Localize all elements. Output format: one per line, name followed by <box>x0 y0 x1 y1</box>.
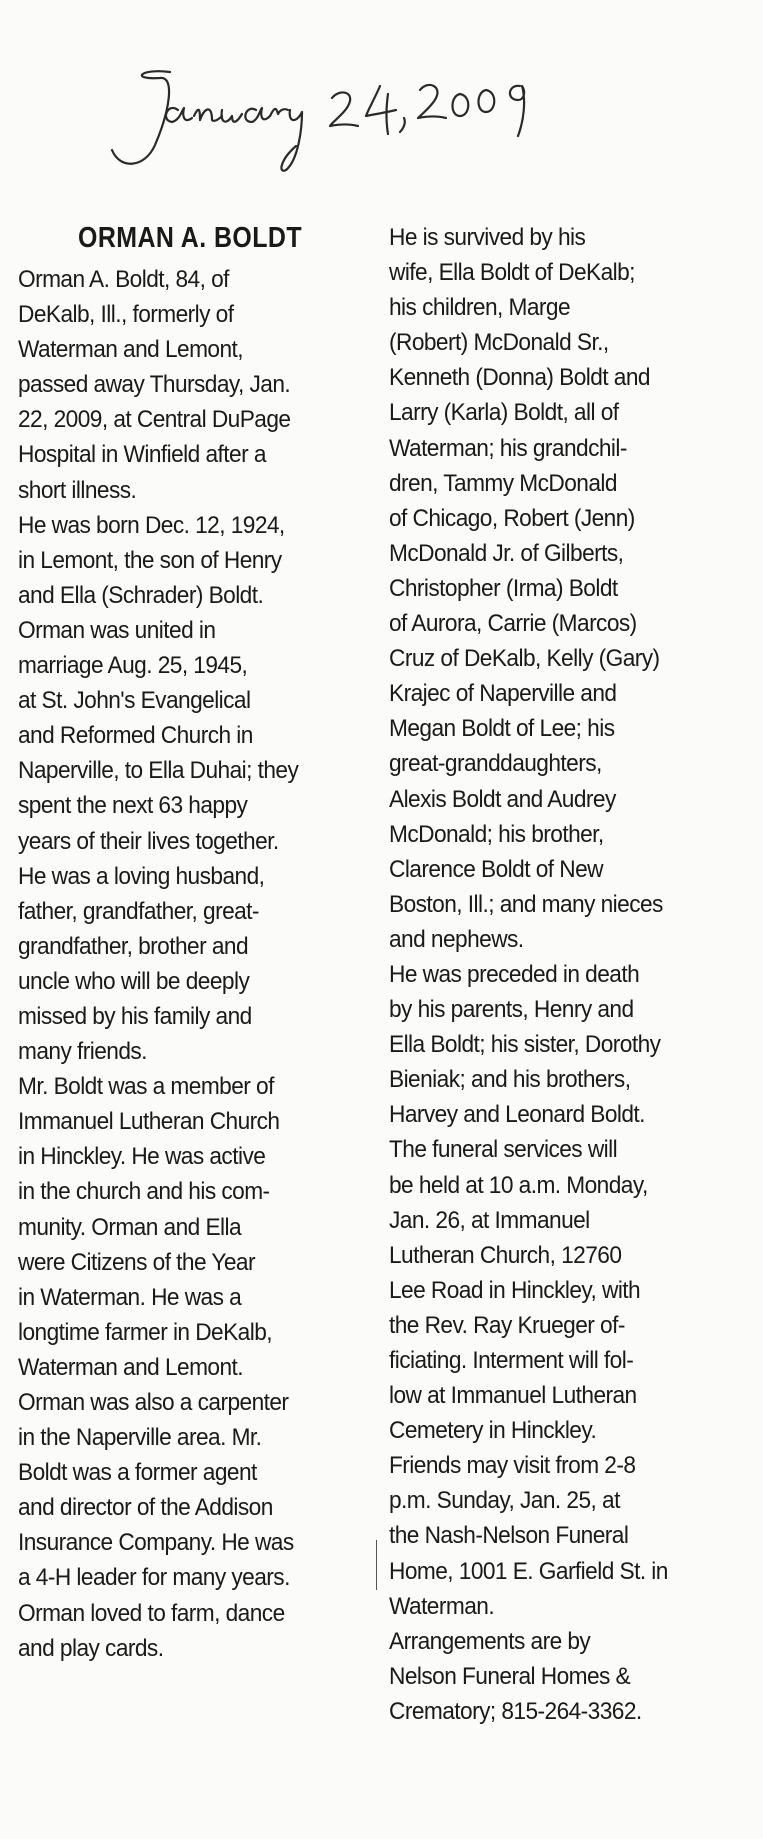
text-line: of Aurora, Carrie (Marcos) <box>389 610 637 638</box>
text-line: and Ella (Schrader) Boldt. <box>18 581 264 609</box>
text-line: Krajec of Naperville and <box>389 680 617 708</box>
text-line: the Rev. Ray Krueger of- <box>389 1311 625 1339</box>
text-line: in Hinckley. He was active <box>18 1143 266 1171</box>
text-line: Jan. 26, at Immanuel <box>389 1206 590 1234</box>
text-line: dren, Tammy McDonald <box>389 469 617 497</box>
right-column <box>389 220 761 1729</box>
text-line: (Robert) McDonald Sr., <box>389 329 609 357</box>
text-line: He was a loving husband, <box>18 862 265 890</box>
obituary-paragraph <box>18 508 390 613</box>
text-line: many friends. <box>18 1038 147 1066</box>
handwritten-date-signature <box>100 50 540 180</box>
text-line: Bieniak; and his brothers, <box>389 1066 631 1094</box>
text-line: He was preceded in death <box>389 960 640 988</box>
text-line: Waterman; his grandchil- <box>389 434 627 462</box>
obituary-headline: ORMAN A. BOLDT <box>78 222 302 254</box>
text-line: Orman A. Boldt, 84, of <box>18 266 229 293</box>
text-line: Waterman. <box>389 1592 495 1620</box>
text-line: passed away Thursday, Jan. <box>18 371 291 399</box>
obituary-paragraph <box>389 1132 761 1623</box>
text-line: DeKalb, Ill., formerly of <box>18 301 234 329</box>
text-line: missed by his family and <box>18 1002 252 1030</box>
text-line: Lutheran Church, 12760 <box>389 1241 622 1269</box>
text-line: McDonald Jr. of Gilberts, <box>389 539 624 567</box>
text-line: the Nash-Nelson Funeral <box>389 1522 629 1550</box>
text-line: a 4-H leader for many years. <box>18 1564 290 1592</box>
text-line: his children, Marge <box>389 294 571 322</box>
text-line: of Chicago, Robert (Jenn) <box>389 504 635 532</box>
text-line: wife, Ella Boldt of DeKalb; <box>389 259 635 287</box>
text-line: and play cards. <box>18 1634 164 1662</box>
text-line: Christopher (Irma) Boldt <box>389 574 618 602</box>
text-line: Megan Boldt of Lee; his <box>389 715 615 743</box>
text-line: 22, 2009, at Central DuPage <box>18 406 291 434</box>
text-line: were Citizens of the Year <box>18 1248 255 1276</box>
text-line: ficiating. Interment will fol- <box>389 1347 634 1374</box>
text-line: Waterman and Lemont, <box>18 336 244 364</box>
text-line: munity. Orman and Ella <box>18 1213 242 1241</box>
obituary-paragraph <box>389 957 761 1132</box>
text-line: Friends may visit from 2-8 <box>389 1452 636 1480</box>
obituary-paragraph <box>389 1624 761 1729</box>
text-line: Cruz of DeKalb, Kelly (Gary) <box>389 645 660 673</box>
text-line: Boston, Ill.; and many nieces <box>389 890 663 918</box>
text-line: Ella Boldt; his sister, Dorothy <box>389 1031 661 1059</box>
text-line: and director of the Addison <box>18 1494 273 1522</box>
text-line: Arrangements are by <box>389 1627 591 1655</box>
text-line: in the Naperville area. Mr. <box>18 1424 262 1452</box>
text-line: father, grandfather, great- <box>18 897 259 925</box>
text-line: Alexis Boldt and Audrey <box>389 785 616 813</box>
text-line: Orman loved to farm, dance <box>18 1599 285 1627</box>
text-line: and nephews. <box>389 925 524 953</box>
text-line: Lee Road in Hinckley, with <box>389 1276 641 1304</box>
text-line: Larry (Karla) Boldt, all of <box>389 399 619 427</box>
obituary-paragraph <box>18 613 390 1069</box>
text-line: Immanuel Lutheran Church <box>18 1108 280 1136</box>
text-line: Orman was united in <box>18 616 216 644</box>
text-line: Kenneth (Donna) Boldt and <box>389 364 650 392</box>
text-line: longtime farmer in DeKalb, <box>18 1318 273 1346</box>
text-line: Cemetery in Hinckley. <box>389 1417 597 1445</box>
obituary-paragraph <box>18 262 390 508</box>
text-line: Naperville, to Ella Duhai; they <box>18 757 299 785</box>
obituary-paragraph <box>18 1069 390 1666</box>
text-line: in the church and his com- <box>18 1178 270 1206</box>
text-line: grandfather, brother and <box>18 932 249 960</box>
text-line: years of their lives together. <box>18 827 279 855</box>
text-line: great-granddaughters, <box>389 750 602 778</box>
text-line: Harvey and Leonard Boldt. <box>389 1101 645 1129</box>
column-divider-mark <box>376 1540 377 1590</box>
obituary-paragraph <box>389 220 761 957</box>
text-line: low at Immanuel Lutheran <box>389 1382 637 1410</box>
text-line: Boldt was a former agent <box>18 1459 257 1487</box>
text-line: Nelson Funeral Homes & <box>389 1662 631 1690</box>
text-line: p.m. Sunday, Jan. 25, at <box>389 1487 620 1515</box>
text-line: Waterman and Lemont. <box>18 1353 244 1381</box>
text-line: by his parents, Henry and <box>389 996 634 1024</box>
text-line: The funeral services will <box>389 1136 618 1164</box>
text-line: Orman was also a carpenter <box>18 1389 289 1416</box>
text-line: Crematory; 815-264-3362. <box>389 1697 642 1725</box>
text-line: in Lemont, the son of Henry <box>18 546 282 574</box>
text-line: Clarence Boldt of New <box>389 855 603 883</box>
text-line: Hospital in Winfield after a <box>18 441 266 469</box>
text-line: He was born Dec. 12, 1924, <box>18 511 285 539</box>
text-line: Insurance Company. He was <box>18 1529 294 1557</box>
text-line: He is survived by his <box>389 224 586 251</box>
handwritten-date-text <box>540 50 541 51</box>
text-line: be held at 10 a.m. Monday, <box>389 1171 648 1199</box>
text-line: marriage Aug. 25, 1945, <box>18 652 248 680</box>
text-line: in Waterman. He was a <box>18 1283 242 1311</box>
text-line: and Reformed Church in <box>18 722 253 750</box>
text-line: Mr. Boldt was a member of <box>18 1073 274 1101</box>
left-column <box>18 262 390 1666</box>
text-line: uncle who will be deeply <box>18 967 250 995</box>
text-line: spent the next 63 happy <box>18 792 248 820</box>
text-line: at St. John's Evangelical <box>18 687 251 715</box>
handwritten-date <box>100 50 540 180</box>
text-line: short illness. <box>18 476 137 504</box>
text-line: Home, 1001 E. Garfield St. in <box>389 1557 668 1585</box>
text-line: McDonald; his brother, <box>389 820 604 848</box>
